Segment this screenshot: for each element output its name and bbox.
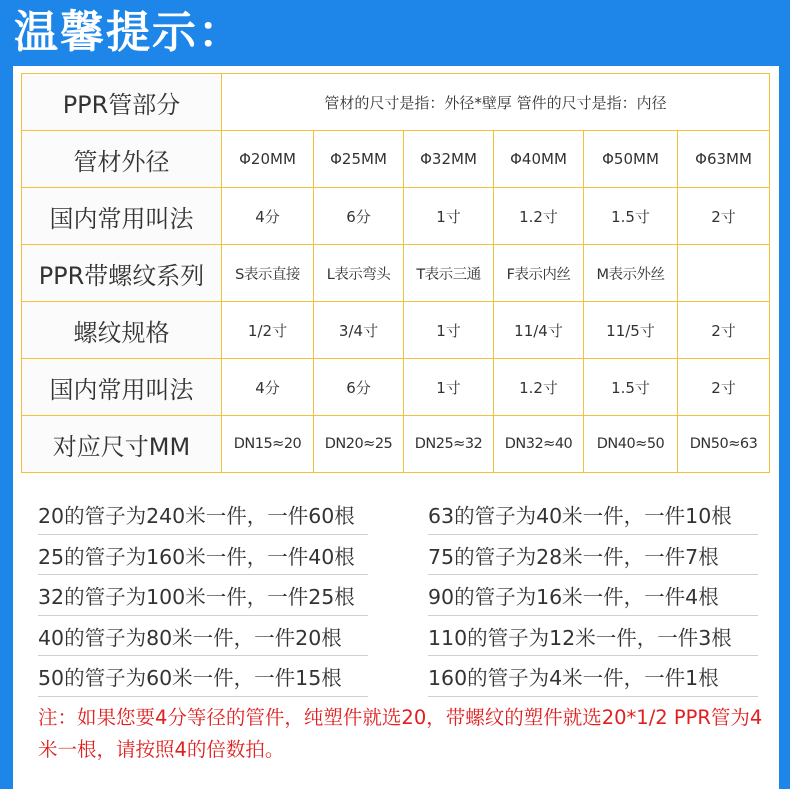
- table-cell: DN50≈63: [678, 416, 770, 473]
- table-cell: 6分: [314, 188, 404, 245]
- content-panel: [13, 66, 779, 789]
- table-cell: M表示外丝: [584, 245, 678, 302]
- table-cell: 4分: [222, 188, 314, 245]
- table-cell: Φ20MM: [222, 131, 314, 188]
- header-bar: [0, 0, 790, 66]
- row-label: PPR带螺纹系列: [22, 245, 222, 302]
- list-item-text: 32的管子为100米一件，一件25根: [38, 585, 355, 609]
- table-cell: T表示三通: [404, 245, 494, 302]
- divider: [428, 696, 758, 697]
- list-item: [38, 577, 368, 618]
- divider: [428, 615, 758, 616]
- list-item: [38, 496, 368, 537]
- order-note: 注：如果您要4分等径的管件，纯塑件就选20，带螺纹的塑件就选20*1/2 PPR管为4米一根，请按照4的倍数拍。: [38, 706, 763, 761]
- table-cell: 2寸: [678, 359, 770, 416]
- row-label: 国内常用叫法: [22, 359, 222, 416]
- table-cell: DN32≈40: [494, 416, 584, 473]
- row-label: 螺纹规格: [22, 302, 222, 359]
- packing-column-left: [38, 496, 368, 699]
- list-item: [428, 537, 758, 578]
- divider: [38, 615, 368, 616]
- list-item-text: 63的管子为40米一件，一件10根: [428, 504, 732, 528]
- table-cell: 3/4寸: [314, 302, 404, 359]
- list-item: [428, 496, 758, 537]
- table-row: [22, 74, 770, 131]
- list-item-text: 25的管子为160米一件，一件40根: [38, 544, 355, 569]
- divider: [38, 696, 368, 697]
- table-cell: 2寸: [678, 302, 770, 359]
- row-label: 对应尺寸MM: [22, 416, 222, 473]
- list-item-text: 40的管子为80米一件，一件20根: [38, 625, 342, 650]
- list-item-text: 160的管子为4米一件，一件1根: [428, 666, 719, 690]
- table-cell: 1.5寸: [584, 359, 678, 416]
- table-cell: Φ32MM: [404, 131, 494, 188]
- list-item-text: 75的管子为28米一件，一件7根: [428, 544, 719, 569]
- table-cell: 11/4寸: [494, 302, 584, 359]
- table-cell: [678, 245, 770, 302]
- table-cell: 1寸: [404, 188, 494, 245]
- table-cell: DN25≈32: [404, 416, 494, 473]
- list-item: [38, 537, 368, 578]
- table-cell: DN15≈20: [222, 416, 314, 473]
- divider: [38, 534, 368, 535]
- table-cell: Φ63MM: [678, 131, 770, 188]
- table-row: [22, 416, 770, 473]
- table-cell: Φ25MM: [314, 131, 404, 188]
- page-title: 温馨提示：: [14, 7, 244, 58]
- divider: [428, 534, 758, 535]
- list-item-text: 50的管子为60米一件，一件15根: [38, 666, 342, 690]
- table-cell: 1寸: [404, 302, 494, 359]
- table-cell: Φ50MM: [584, 131, 678, 188]
- list-item-text: 90的管子为16米一件，一件4根: [428, 585, 719, 609]
- table-cell: 1.2寸: [494, 188, 584, 245]
- divider: [428, 655, 758, 656]
- packing-column-right: [428, 496, 758, 699]
- table-cell: 1寸: [404, 359, 494, 416]
- list-item: [428, 658, 758, 699]
- list-item-text: 110的管子为12米一件，一件3根: [428, 625, 732, 650]
- list-item: [38, 658, 368, 699]
- table-cell: 6分: [314, 359, 404, 416]
- table-cell: 11/5寸: [584, 302, 678, 359]
- list-item-text: 20的管子为240米一件，一件60根: [38, 504, 355, 528]
- table-row: [22, 245, 770, 302]
- table-row: [22, 302, 770, 359]
- table-cell: 2寸: [678, 188, 770, 245]
- table-cell: Φ40MM: [494, 131, 584, 188]
- table-cell: DN20≈25: [314, 416, 404, 473]
- table-cell: 1/2寸: [222, 302, 314, 359]
- table-cell: 1.2寸: [494, 359, 584, 416]
- table-row: [22, 359, 770, 416]
- spec-table: [21, 73, 770, 473]
- row-label: PPR管部分: [22, 74, 222, 131]
- divider: [38, 655, 368, 656]
- list-item: [428, 618, 758, 659]
- row-label: 国内常用叫法: [22, 188, 222, 245]
- table-cell: 1.5寸: [584, 188, 678, 245]
- size-definition-note: 管材的尺寸是指：外径*壁厚 管件的尺寸是指：内径: [222, 74, 770, 131]
- table-cell: DN40≈50: [584, 416, 678, 473]
- table-cell: S表示直接: [222, 245, 314, 302]
- table-cell: L表示弯头: [314, 245, 404, 302]
- list-item: [38, 618, 368, 659]
- table-cell: 4分: [222, 359, 314, 416]
- divider: [38, 574, 368, 575]
- table-row: [22, 188, 770, 245]
- table-cell: F表示内丝: [494, 245, 584, 302]
- divider: [428, 574, 758, 575]
- list-item: [428, 577, 758, 618]
- table-row: [22, 131, 770, 188]
- row-label: 管材外径: [22, 131, 222, 188]
